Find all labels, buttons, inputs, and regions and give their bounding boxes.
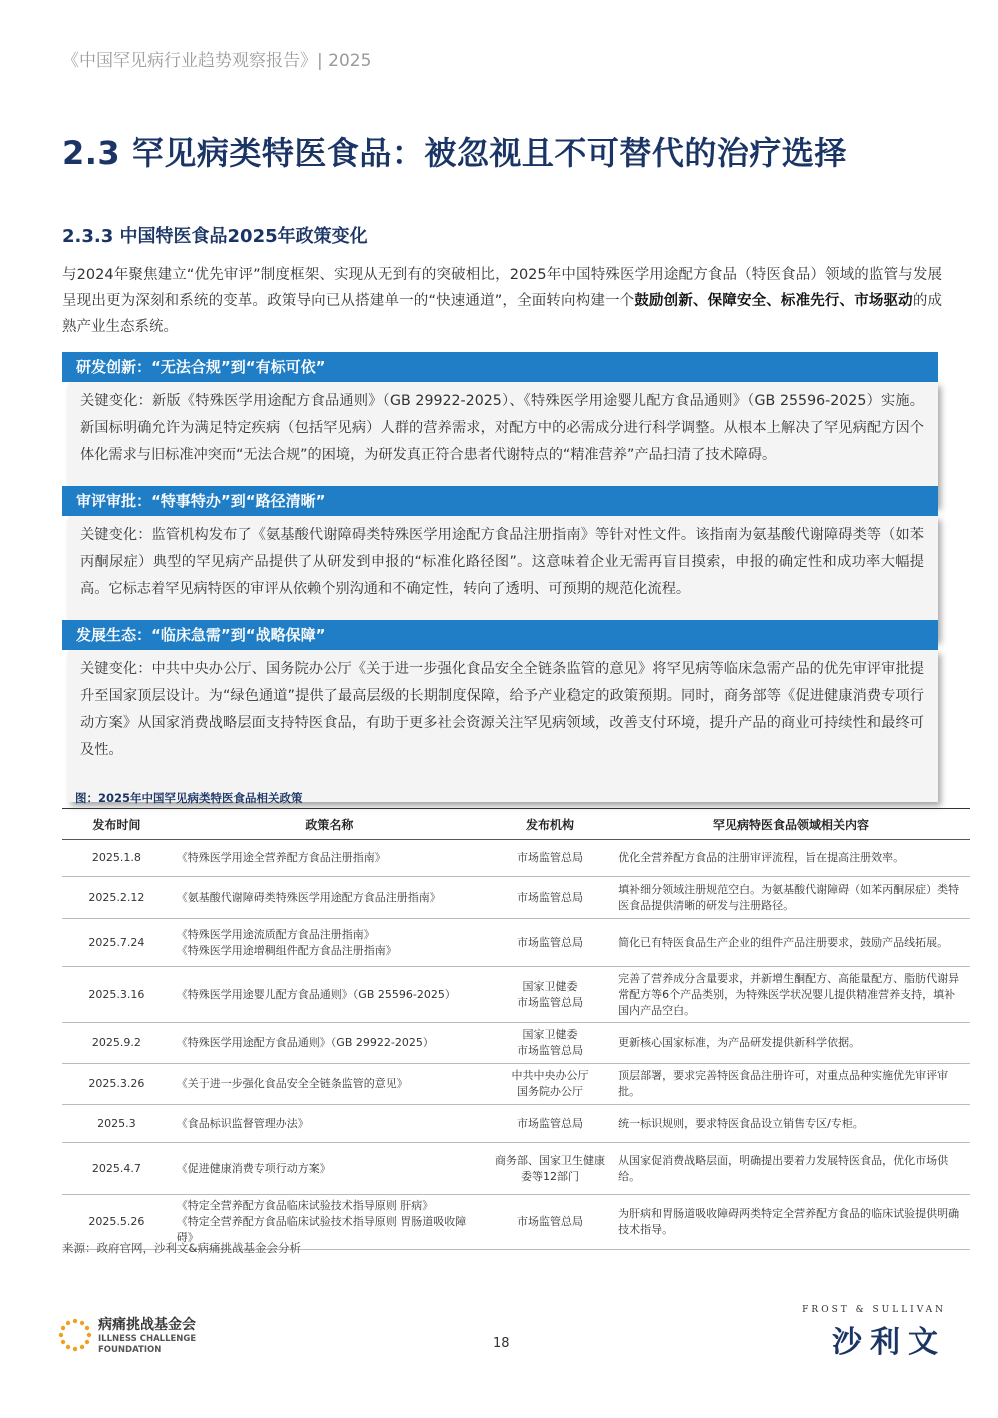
page-number: 18 bbox=[493, 1336, 510, 1351]
cell-content: 优化全营养配方食品的注册审评流程，旨在提高注册效率。 bbox=[612, 840, 970, 877]
section-title: 2.3 罕见病类特医食品：被忽视且不可替代的治疗选择 bbox=[62, 134, 847, 172]
cell-date: 2025.5.26 bbox=[62, 1195, 171, 1250]
policy-heading-ecosystem: 发展生态：“临床急需”到“战略保障” bbox=[62, 620, 938, 650]
cell-date: 2025.1.8 bbox=[62, 840, 171, 877]
sun-ring-logo-icon bbox=[58, 1318, 92, 1352]
table-row bbox=[62, 877, 970, 919]
policy-heading-rnd: 研发创新：“无法合规”到“有标可依” bbox=[62, 352, 938, 382]
table-header-row bbox=[62, 809, 970, 840]
cell-content: 统一标识规则，要求特医食品设立销售专区/专柜。 bbox=[612, 1105, 970, 1143]
cell-policy-name: 《氨基酸代谢障碍类特殊医学用途配方食品注册指南》 bbox=[171, 877, 488, 919]
cell-policy-name: 《特殊医学用途配方食品通则》（GB 29922-2025） bbox=[171, 1023, 488, 1064]
table-row bbox=[62, 1023, 970, 1064]
frost-sullivan-en: FROST & SULLIVAN bbox=[802, 1305, 946, 1315]
cell-policy-name: 《特殊医学用途流质配方食品注册指南》 《特殊医学用途增稠组件配方食品注册指南》 bbox=[171, 919, 488, 967]
cell-date: 2025.9.2 bbox=[62, 1023, 171, 1064]
cell-org: 市场监管总局 bbox=[488, 919, 612, 967]
cell-org: 中共中央办公厅 国务院办公厅 bbox=[488, 1064, 612, 1105]
cell-org: 国家卫健委 市场监管总局 bbox=[488, 967, 612, 1023]
cell-org: 市场监管总局 bbox=[488, 877, 612, 919]
cell-date: 2025.4.7 bbox=[62, 1143, 171, 1195]
cell-date: 2025.3 bbox=[62, 1105, 171, 1143]
intro-bold-text: 鼓励创新、保障安全、标准先行、市场驱动 bbox=[634, 293, 913, 309]
column-header-date: 发布时间 bbox=[62, 809, 171, 840]
intro-text-after: 的成熟产业生态系统。 bbox=[62, 293, 943, 335]
policy-table bbox=[62, 808, 970, 1250]
cell-policy-name: 《促进健康消费专项行动方案》 bbox=[171, 1143, 488, 1195]
table-row bbox=[62, 1143, 970, 1195]
table-row bbox=[62, 919, 970, 967]
intro-text-before: 与2024年聚焦建立“优先审评”制度框架、实现从无到有的突破相比，2025年中国特殊医学用途配方食品（特医食品）领域的监管与发展呈现出更为深刻和系统的变革。政策导向已从搭建单一的“快速通道”，全面转向构建一个 bbox=[62, 267, 942, 309]
cell-org: 国家卫健委 市场监管总局 bbox=[488, 1023, 612, 1064]
cell-content: 简化已有特医食品生产企业的组件产品注册要求，鼓励产品线拓展。 bbox=[612, 919, 970, 967]
policy-heading-review: 审评审批：“特事特办”到“路径清晰” bbox=[62, 486, 938, 516]
cell-content: 为肝病和胃肠道吸收障碍两类特定全营养配方食品的临床试验提供明确技术指导。 bbox=[612, 1195, 970, 1250]
cell-policy-name: 《特殊医学用途婴儿配方食品通则》（GB 25596-2025） bbox=[171, 967, 488, 1023]
table-row bbox=[62, 840, 970, 877]
source-note: 来源：政府官网，沙利文&病痛挑战基金会分析 bbox=[62, 1241, 301, 1255]
cell-content: 更新核心国家标准，为产品研发提供新科学依据。 bbox=[612, 1023, 970, 1064]
table-row bbox=[62, 967, 970, 1023]
cell-policy-name: 《食品标识监督管理办法》 bbox=[171, 1105, 488, 1143]
column-header-name: 政策名称 bbox=[171, 809, 488, 840]
policy-block-review bbox=[62, 486, 938, 640]
frost-sullivan-logo bbox=[802, 1305, 946, 1361]
policy-block-ecosystem bbox=[62, 620, 938, 802]
cell-date: 2025.3.16 bbox=[62, 967, 171, 1023]
policy-block-rnd bbox=[62, 352, 938, 506]
foundation-name-en-line1: ILLNESS CHALLENGE bbox=[98, 1334, 197, 1344]
running-header: 《中国罕见病行业趋势观察报告》| 2025 bbox=[62, 51, 372, 71]
cell-org: 市场监管总局 bbox=[488, 840, 612, 877]
table-row bbox=[62, 1064, 970, 1105]
column-header-org: 发布机构 bbox=[488, 809, 612, 840]
cell-content: 完善了营养成分含量要求，并新增生酮配方、高能量配方、脂肪代谢异常配方等6个产品类别，为特殊医学状况婴儿提供精准营养支持，填补国内产品空白。 bbox=[612, 967, 970, 1023]
cell-date: 2025.7.24 bbox=[62, 919, 171, 967]
cell-content: 填补细分领域注册规范空白。为氨基酸代谢障碍（如苯丙酮尿症）类特医食品提供清晰的研发与注册路径。 bbox=[612, 877, 970, 919]
cell-org: 市场监管总局 bbox=[488, 1105, 612, 1143]
foundation-name-cn: 病痛挑战基金会 bbox=[98, 1317, 196, 1333]
cell-content: 顶层部署，要求完善特医食品注册许可，对重点品种实施优先审评审批。 bbox=[612, 1064, 970, 1105]
cell-date: 2025.2.12 bbox=[62, 877, 171, 919]
cell-policy-name: 《特殊医学用途全营养配方食品注册指南》 bbox=[171, 840, 488, 877]
policy-body-rnd: 关键变化：新版《特殊医学用途配方食品通则》（GB 29922-2025）、《特殊医学用途婴儿配方食品通则》（GB 25596-2025）实施。新国标明确允许为满足特定疾病（包括罕见病）人群的营养需求，对配方中的必需成分进行科学调整。从根本上解决了罕见病配方因个体化需求与旧标准冲突而“无法合规”的困境，为研发真正符合患者代谢特点的“精准营养”产品扫清了技术障碍。 bbox=[68, 382, 938, 506]
column-header-content: 罕见病特医食品领域相关内容 bbox=[612, 809, 970, 840]
illness-challenge-logo bbox=[58, 1314, 196, 1356]
cell-policy-name: 《关于进一步强化食品安全全链条监管的意见》 bbox=[171, 1064, 488, 1105]
cell-org: 市场监管总局 bbox=[488, 1195, 612, 1250]
subsection-title: 2.3.3 中国特医食品2025年政策变化 bbox=[62, 226, 368, 247]
frost-sullivan-cn: 沙利文 bbox=[832, 1325, 946, 1360]
policy-body-ecosystem: 关键变化：中共中央办公厅、国务院办公厅《关于进一步强化食品安全全链条监管的意见》将罕见病等临床急需产品的优先审评审批提升至国家顶层设计。为“绿色通道”提供了最高层级的长期制度保障，给予产业稳定的政策预期。同时，商务部等《促进健康消费专项行动方案》从国家消费战略层面支持特医食品，有助于更多社会资源关注罕见病领域，改善支付环境，提升产品的商业可持续性和最终可及性。 bbox=[68, 650, 938, 802]
cell-content: 从国家促消费战略层面，明确提出要着力发展特医食品，优化市场供给。 bbox=[612, 1143, 970, 1195]
cell-policy-name: 《特定全营养配方食品临床试验技术指导原则 肝病》 《特定全营养配方食品临床试验技术指导原则 胃肠道吸收障碍》 bbox=[171, 1195, 488, 1250]
cell-date: 2025.3.26 bbox=[62, 1064, 171, 1105]
policy-body-review: 关键变化：监管机构发布了《氨基酸代谢障碍类特殊医学用途配方食品注册指南》等针对性文件。该指南为氨基酸代谢障碍类等（如苯丙酮尿症）典型的罕见病产品提供了从研发到申报的“标准化路径图”。这意味着企业无需再盲目摸索，申报的确定性和成功率大幅提高。它标志着罕见病特医的审评从依赖个别沟通和不确定性，转向了透明、可预期的规范化流程。 bbox=[68, 516, 938, 640]
cell-org: 商务部、国家卫生健康委等12部门 bbox=[488, 1143, 612, 1195]
figure-caption: 图：2025年中国罕见病类特医食品相关政策 bbox=[75, 791, 303, 805]
intro-paragraph bbox=[62, 262, 942, 340]
foundation-name-en-line2: FOUNDATION bbox=[98, 1345, 162, 1355]
table-row bbox=[62, 1105, 970, 1143]
